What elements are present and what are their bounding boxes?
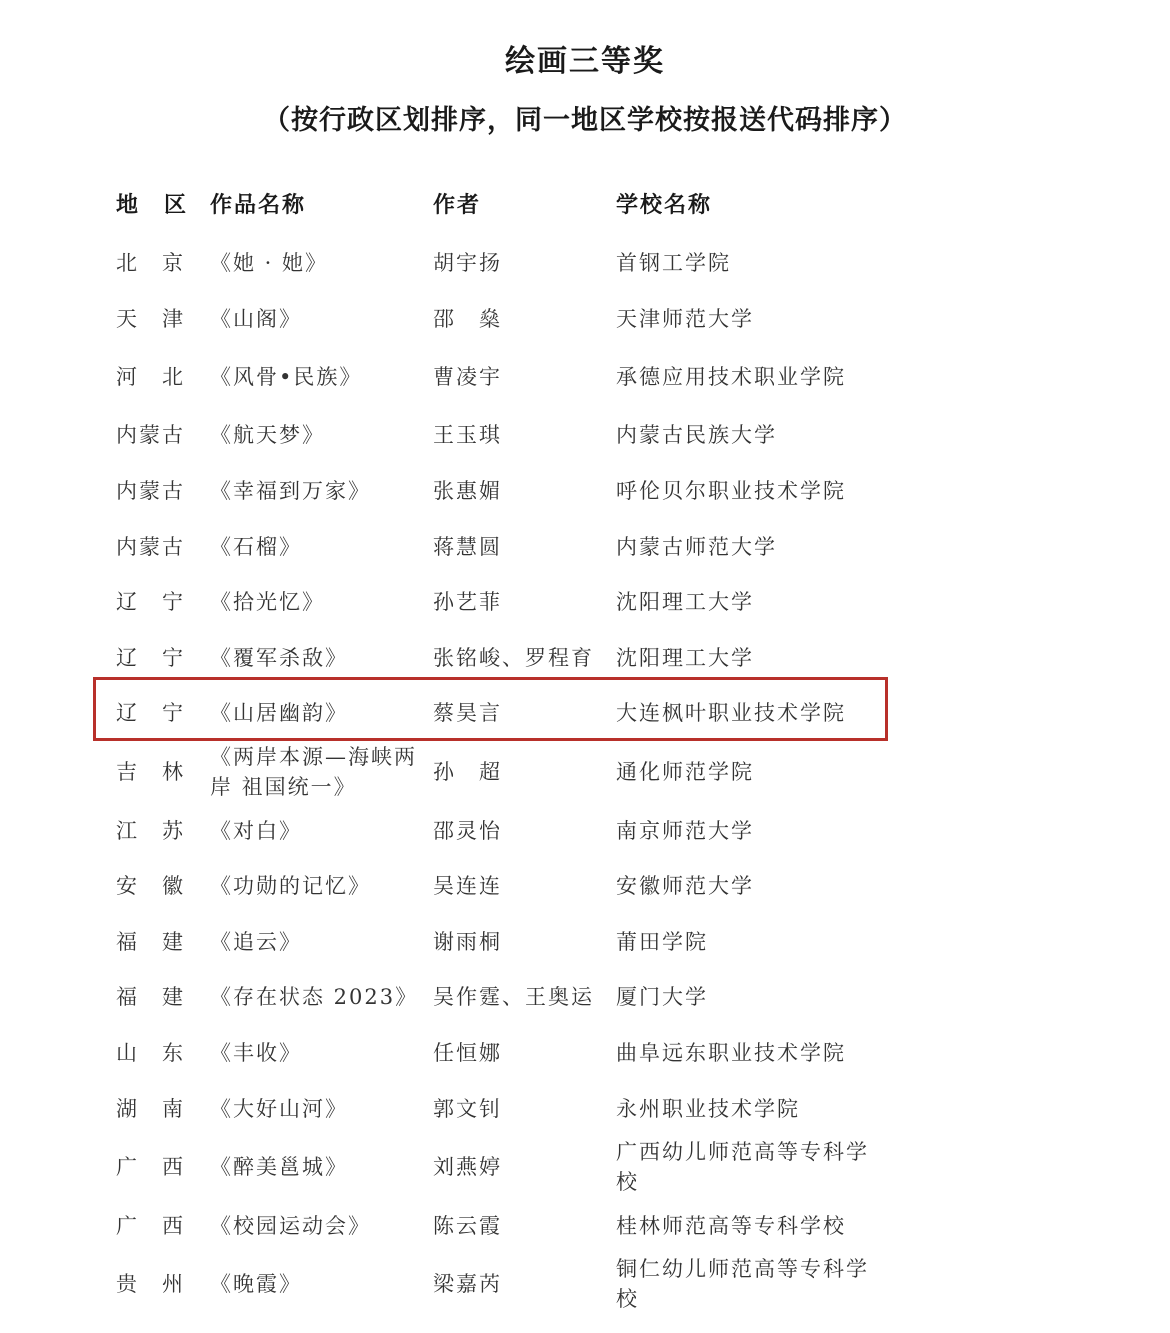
cell-author: 吴连连 [433, 874, 502, 898]
cell-region: 贵 州 [116, 1272, 185, 1296]
cell-school: 厦门大学 [616, 985, 708, 1009]
cell-region: 辽 宁 [116, 646, 185, 670]
cell-author: 邵 燊 [433, 307, 502, 331]
cell-school: 首钢工学院 [616, 251, 731, 275]
cell-author: 蔡昊言 [433, 701, 502, 725]
cell-school: 桂林师范高等专科学校 [616, 1214, 846, 1238]
header-school: 学校名称 [616, 192, 713, 218]
cell-author: 陈云霞 [433, 1214, 502, 1238]
cell-author: 胡宇扬 [433, 251, 502, 275]
cell-school: 沈阳理工大学 [616, 646, 754, 670]
cell-author: 孙艺菲 [433, 590, 502, 614]
cell-region: 吉 林 [116, 760, 185, 784]
cell-region: 福 建 [116, 985, 185, 1009]
cell-school: 南京师范大学 [616, 819, 754, 843]
cell-work: 《追云》 [210, 930, 302, 954]
cell-school: 内蒙古师范大学 [616, 535, 777, 559]
cell-work: 《大好山河》 [210, 1097, 348, 1121]
cell-region: 福 建 [116, 930, 185, 954]
cell-work: 《她 · 她》 [210, 251, 329, 275]
cell-region: 天 津 [116, 307, 185, 331]
cell-school: 呼伦贝尔职业技术学院 [616, 479, 846, 503]
cell-author: 任恒娜 [433, 1041, 502, 1065]
cell-region: 广 西 [116, 1155, 185, 1179]
cell-region: 内蒙古 [116, 423, 185, 447]
cell-school: 大连枫叶职业技术学院 [616, 701, 846, 725]
cell-author: 吴作霆、王奥运 [433, 985, 594, 1009]
cell-author: 孙 超 [433, 760, 502, 784]
cell-school: 铜仁幼儿师范高等专科学校 [616, 1257, 869, 1311]
cell-author: 谢雨桐 [433, 930, 502, 954]
cell-region: 江 苏 [116, 819, 185, 843]
cell-region: 湖 南 [116, 1097, 185, 1121]
cell-region: 北 京 [116, 251, 185, 275]
cell-work: 《两岸本源—海峡两岸 祖国统一》 [210, 745, 417, 799]
cell-work: 《幸福到万家》 [210, 479, 371, 503]
cell-school: 通化师范学院 [616, 760, 754, 784]
cell-work: 《功勋的记忆》 [210, 874, 371, 898]
page-subtitle: （按行政区划排序，同一地区学校按报送代码排序） [263, 105, 907, 136]
cell-school: 莆田学院 [616, 930, 708, 954]
header-work: 作品名称 [210, 192, 307, 218]
header-author: 作者 [433, 192, 482, 218]
cell-region: 河 北 [116, 365, 185, 389]
highlight-box [93, 677, 888, 741]
cell-region: 内蒙古 [116, 535, 185, 559]
cell-school: 内蒙古民族大学 [616, 423, 777, 447]
cell-region: 内蒙古 [116, 479, 185, 503]
cell-region: 安 徽 [116, 874, 185, 898]
cell-author: 邵灵怡 [433, 819, 502, 843]
cell-region: 广 西 [116, 1214, 185, 1238]
cell-author: 张铭峻、罗程育 [433, 646, 594, 670]
cell-school: 永州职业技术学院 [616, 1097, 800, 1121]
cell-work: 《石榴》 [210, 535, 302, 559]
cell-work: 《存在状态 2023》 [210, 985, 419, 1009]
cell-work: 《山阁》 [210, 307, 302, 331]
cell-region: 辽 宁 [116, 701, 185, 725]
cell-school: 广西幼儿师范高等专科学校 [616, 1140, 869, 1194]
cell-work: 《覆军杀敌》 [210, 646, 348, 670]
cell-work: 《拾光忆》 [210, 590, 325, 614]
cell-author: 郭文钊 [433, 1097, 502, 1121]
cell-author: 蒋慧圆 [433, 535, 502, 559]
page-title: 绘画三等奖 [505, 44, 665, 79]
cell-school: 沈阳理工大学 [616, 590, 754, 614]
cell-author: 曹凌宇 [433, 365, 502, 389]
cell-work: 《晚霞》 [210, 1272, 302, 1296]
cell-work: 《校园运动会》 [210, 1214, 371, 1238]
cell-author: 张惠媚 [433, 479, 502, 503]
cell-school: 承德应用技术职业学院 [616, 365, 846, 389]
cell-work: 《醉美邕城》 [210, 1155, 348, 1179]
cell-author: 王玉琪 [433, 423, 502, 447]
cell-work: 《山居幽韵》 [210, 701, 348, 725]
header-region: 地 区 [116, 192, 189, 218]
cell-work: 《航天梦》 [210, 423, 325, 447]
cell-work: 《丰收》 [210, 1041, 302, 1065]
cell-work: 《风骨•民族》 [210, 365, 363, 389]
cell-school: 天津师范大学 [616, 307, 754, 331]
cell-school: 安徽师范大学 [616, 874, 754, 898]
cell-region: 辽 宁 [116, 590, 185, 614]
cell-region: 山 东 [116, 1041, 185, 1065]
cell-work: 《对白》 [210, 819, 302, 843]
cell-school: 曲阜远东职业技术学院 [616, 1041, 846, 1065]
cell-author: 刘燕婷 [433, 1155, 502, 1179]
cell-author: 梁嘉芮 [433, 1272, 502, 1296]
